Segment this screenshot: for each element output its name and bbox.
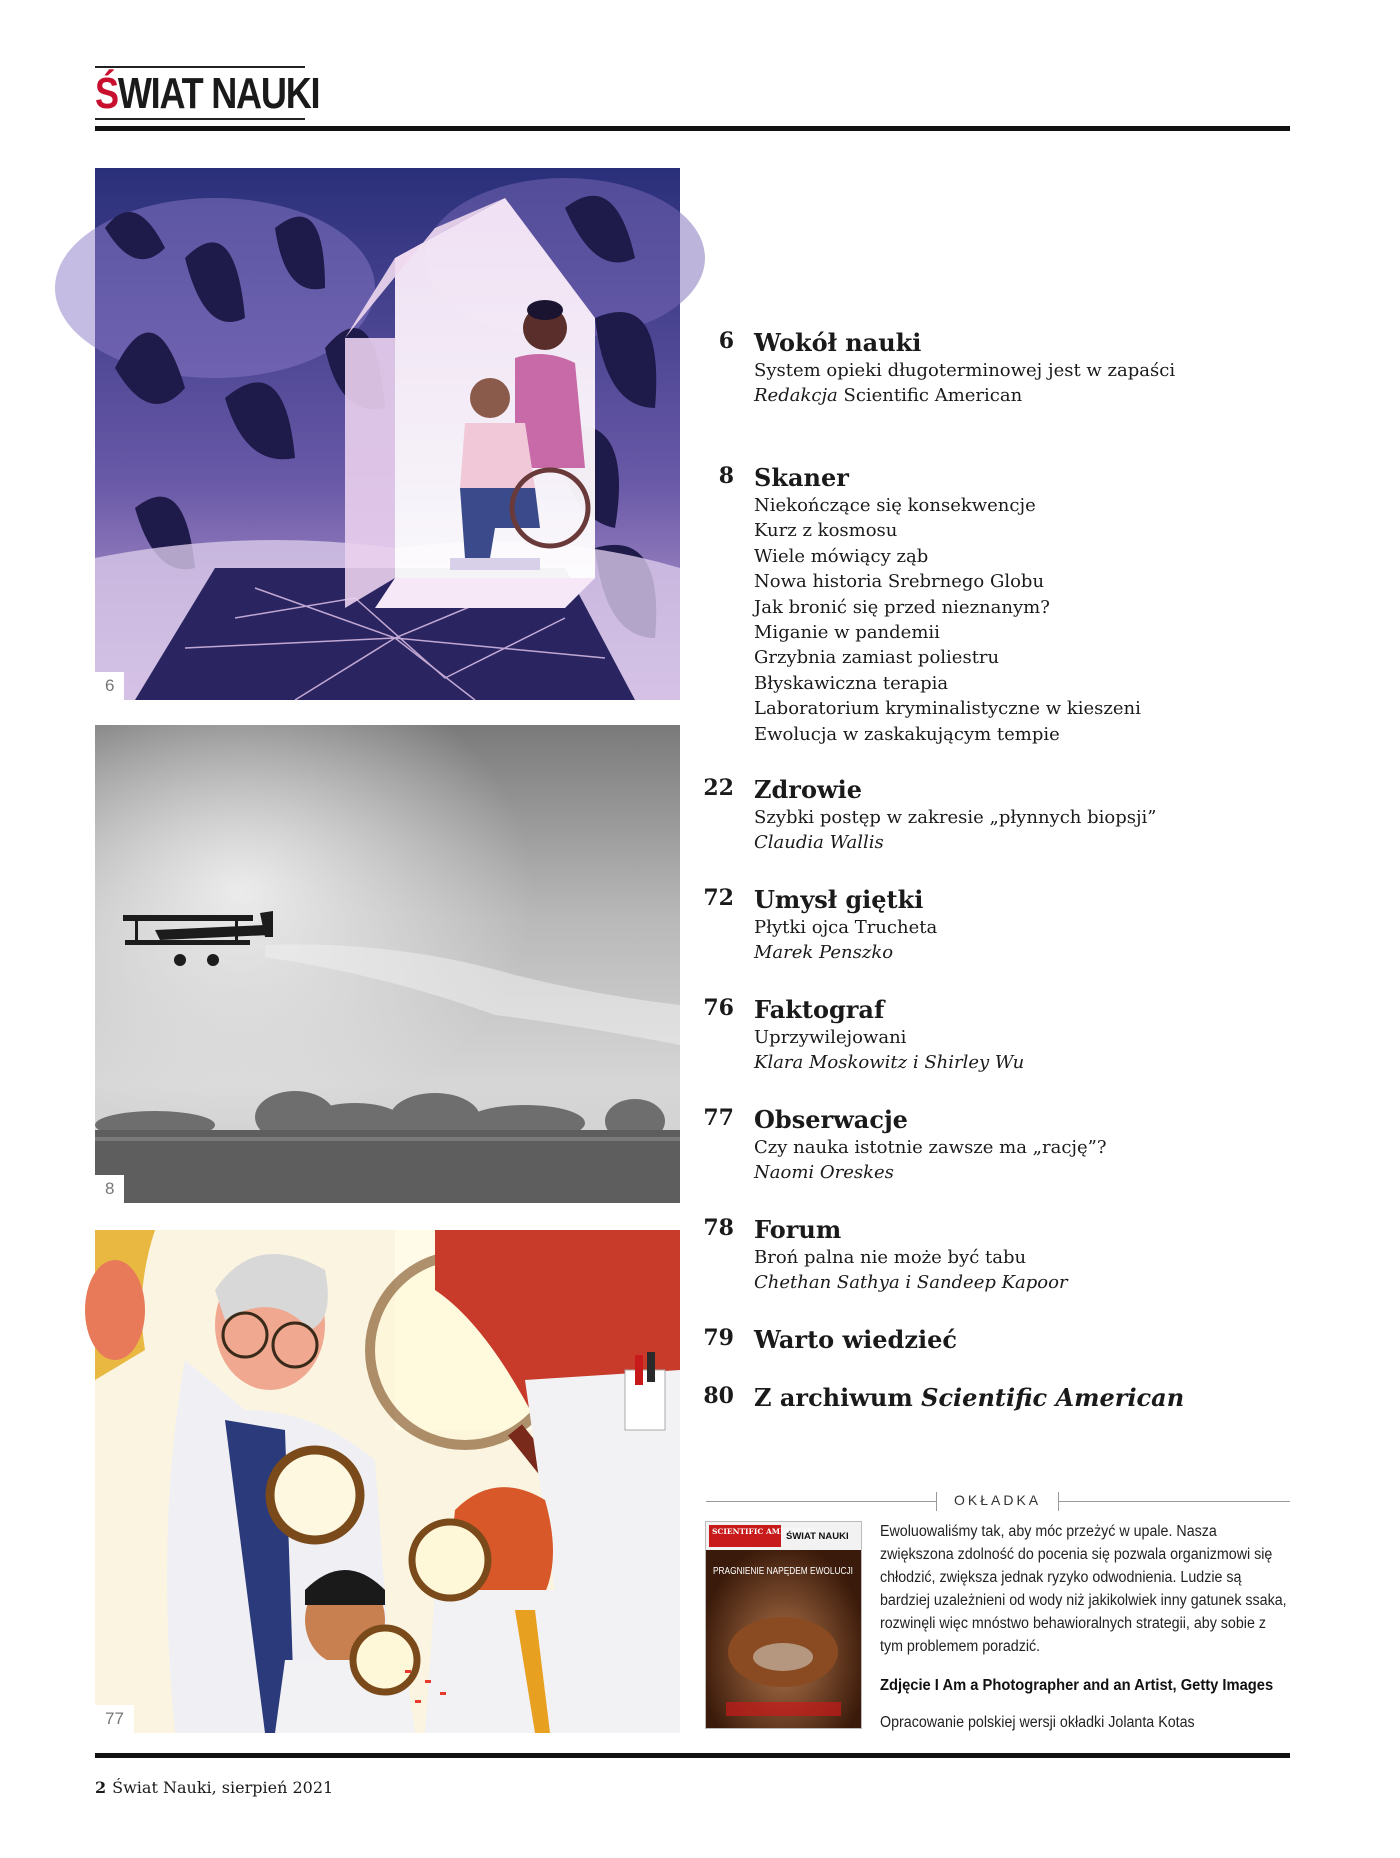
toc-title-italic: Scientific American (921, 1383, 1185, 1412)
thumb-brand-left: SCIENTIFIC AMERICAN (712, 1527, 815, 1536)
toc-lines (754, 358, 1175, 409)
toc-page-number: 79 (703, 1325, 734, 1351)
toc-author: Claudia Wallis (754, 832, 884, 854)
toc-title[interactable]: Warto wiedzieć (754, 1325, 957, 1354)
image-page-label: 77 (95, 1705, 134, 1733)
toc-lines (754, 915, 937, 966)
toc-line: Kurz z kosmosu (754, 520, 898, 542)
logo-text: WIAT NAUKI (117, 69, 320, 118)
toc-page-number: 22 (703, 775, 734, 801)
toc-title[interactable]: Forum (754, 1215, 842, 1244)
image-page-label: 8 (95, 1175, 124, 1203)
toc-title[interactable] (754, 1383, 1184, 1412)
toc-page-number: 76 (703, 995, 734, 1021)
toc-line: Broń palna nie może być tabu (754, 1247, 1027, 1268)
cover-rule-left (706, 1501, 936, 1502)
toc-author: Naomi Oreskes (754, 1162, 894, 1184)
magnifying-glass-illustration[interactable] (95, 1230, 680, 1733)
toc-page-number: 78 (703, 1215, 734, 1241)
toc-line: Uprzywilejowani (754, 1027, 907, 1048)
bottom-divider (95, 1753, 1290, 1758)
cover-description: Ewoluowaliśmy tak, aby móc przeżyć w upale. Nasza zwiększona zdolność do pocenia się pozwala organizmowi się chłodzić, zwiększa jednak ryzyko odwodnienia. Ludzie są bardziej uzależnieni od wody niż jakikolwiek inny gatunek ssaka, rozwinęli więc mnóstwo behawioralnych strategii, aby sobie z tym problemem poradzić. (880, 1523, 1287, 1655)
toc-title-text: Z archiwum (754, 1383, 922, 1412)
care-house-illustration[interactable] (95, 168, 680, 700)
toc-line: System opieki długoterminowej jest w zapaści (754, 360, 1176, 381)
toc-lines (754, 1245, 1068, 1296)
cover-heading-label: OKŁADKA (954, 1492, 1042, 1508)
toc-lines (754, 1135, 1107, 1186)
toc-title[interactable]: Zdrowie (754, 775, 862, 804)
toc-author (754, 383, 1175, 408)
toc-line: Wiele mówiący ząb (754, 545, 929, 567)
toc-line: Miganie w pandemii (754, 622, 940, 644)
image-page-label: 6 (95, 672, 124, 700)
toc-line: Nowa historia Srebrnego Globu (754, 571, 1045, 593)
toc-page-number: 6 (718, 328, 734, 354)
toc-title[interactable]: Wokół nauki (754, 328, 922, 357)
toc-line: Ewolucja w zaskakującym tempie (754, 723, 1060, 745)
logo-accent: Ś (95, 69, 118, 118)
cover-adaptation-credit: Opracowanie polskiej wersji okładki Jolanta Kotas (880, 1714, 1195, 1731)
cover-heading (706, 1492, 1290, 1512)
toc-line: Czy nauka istotnie zawsze ma „rację”? (754, 1137, 1107, 1158)
magazine-logo[interactable] (95, 68, 320, 118)
cover-tick-left (936, 1492, 937, 1511)
toc-page-number: 77 (703, 1105, 734, 1131)
toc-line: Jak bronić się przed nieznanym? (754, 596, 1050, 618)
toc-author: Chethan Sathya i Sandeep Kapoor (754, 1272, 1068, 1294)
toc-author-italic: Redakcja (754, 385, 838, 407)
toc-page-number: 72 (703, 885, 734, 911)
toc-title[interactable]: Faktograf (754, 995, 885, 1024)
masthead-rule-bottom (95, 118, 305, 120)
toc-line: Błyskawiczna terapia (754, 672, 949, 694)
toc-author-rest: Scientific American (837, 385, 1023, 407)
footer-text: Świat Nauki, sierpień 2021 (112, 1778, 334, 1797)
cover-rule-right (1058, 1501, 1290, 1502)
footer-page-number: 2 (95, 1778, 107, 1797)
biplane-photo[interactable] (95, 725, 680, 1203)
toc-lines (754, 805, 1157, 856)
page-footer (95, 1778, 333, 1797)
toc-author: Klara Moskowitz i Shirley Wu (754, 1052, 1025, 1074)
toc-title[interactable]: Skaner (754, 463, 849, 492)
toc-lines (754, 493, 1141, 747)
toc-line: Grzybnia zamiast poliestru (754, 647, 1000, 669)
masthead (95, 66, 320, 120)
toc-line: Szybki postęp w zakresie „płynnych biopsji” (754, 807, 1157, 828)
toc-lines (754, 1025, 1024, 1076)
cover-thumbnail[interactable] (706, 1522, 861, 1728)
top-divider (95, 126, 1290, 131)
toc-title[interactable]: Umysł giętki (754, 885, 924, 914)
toc-page-number: 80 (703, 1383, 734, 1409)
cover-photo-credit: Zdjęcie I Am a Photographer and an Artist, Getty Images (880, 1677, 1274, 1694)
toc-line: Płytki ojca Trucheta (754, 917, 938, 938)
toc-line: Laboratorium kryminalistyczne w kieszeni (754, 698, 1141, 720)
toc-author: Marek Penszko (754, 942, 894, 964)
thumb-headline: PRAGNIENIE NAPĘDEM EWOLUCJI (713, 1565, 853, 1577)
toc-page-number: 8 (718, 463, 734, 489)
toc-title[interactable]: Obserwacje (754, 1105, 908, 1134)
thumb-brand-right: ŚWIAT NAUKI (786, 1531, 849, 1542)
toc-line: Niekończące się konsekwencje (754, 495, 1036, 516)
